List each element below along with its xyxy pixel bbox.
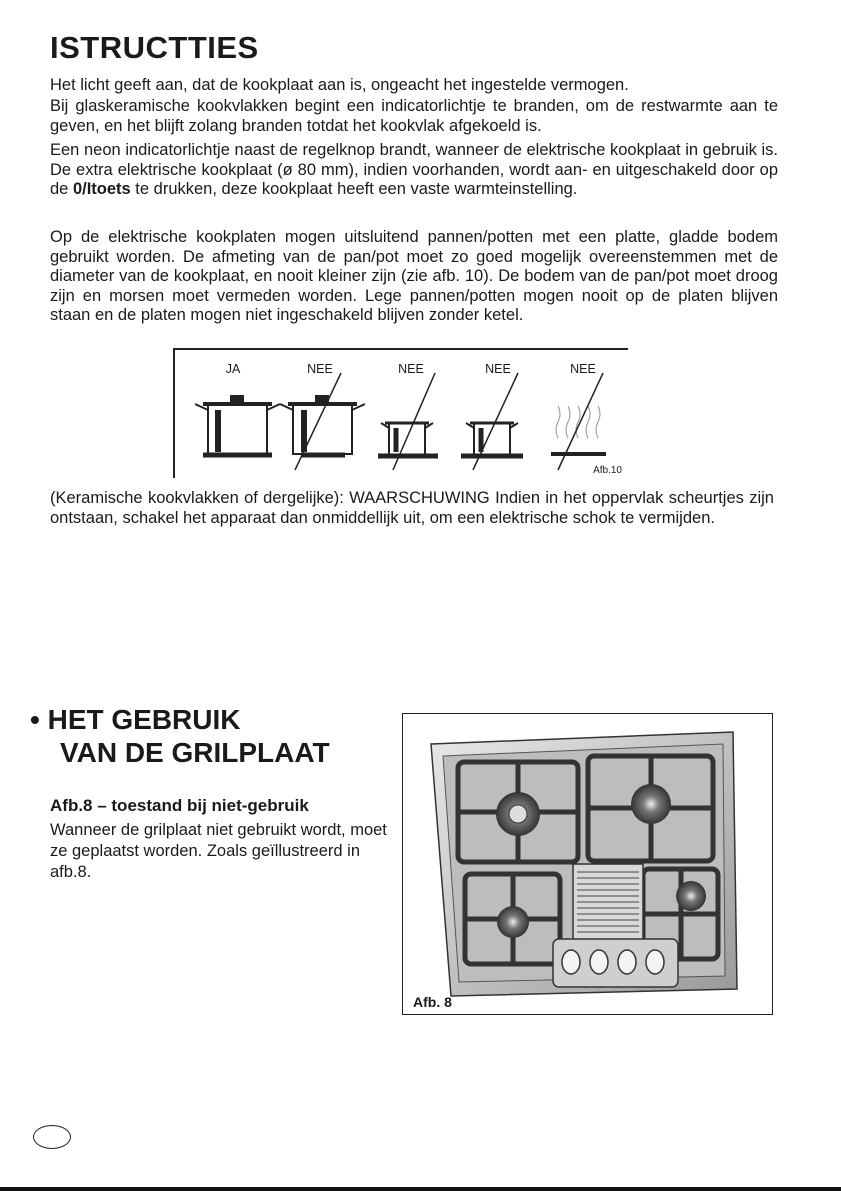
paragraph-neon-key: 0/Itoets [72, 180, 131, 199]
body-text: Wanneer de grilplaat niet gebruikt wordt, moet ze geplaatst worden. Zoals geïllustreerd in afb.8. [50, 821, 387, 881]
paragraph-residual-heat: Bij glaskeramische kookvlakken begint een indicatorlichtje te branden, om de restwarmte aan te geven, en het blijft zolang branden totdat het kookvlak afgekoeld is. [50, 97, 778, 135]
pot-too-small-icon [280, 373, 365, 470]
paragraph-pans: Op de elektrische kookplaten mogen uitsluitend pannen/potten met een platte, gladde bodem gebruikt worden. De afmeting van de pan/pot moet zo goed mogelijk overeenstemmen met de diameter van de kookplaat, en nooit kleiner zijn (zie afb. 10). De bodem van de pan/pot moet droog zijn en morsen moet vermeden worden. Lege pannen/potten mogen nooit op de platen blijven staan en de platen mogen niet ingeschakeld blijven zonder ketel. [50, 228, 778, 325]
pot-uneven-icon [461, 373, 523, 470]
subheading: Afb.8 – toestand bij niet-gebruik [50, 796, 309, 815]
pot-figure [173, 348, 628, 478]
figure-10-caption: Afb.10 [593, 465, 622, 476]
empty-plate-heat-icon [551, 373, 606, 470]
pot-label-nee-3: NEE [485, 362, 511, 376]
language-badge [33, 1125, 71, 1149]
cooktop-illustration [403, 714, 771, 1013]
pot-illustrations [173, 348, 628, 478]
page-title: ISTRUCTTIES [50, 30, 259, 65]
pot-label-nee-4: NEE [570, 362, 596, 376]
section-bullet: • [30, 704, 40, 735]
pot-correct-icon [195, 396, 280, 455]
pot-label-nee-2: NEE [398, 362, 424, 376]
section-heading-line2: VAN DE GRILPLAAT [60, 737, 330, 768]
pot-label-nee-1: NEE [307, 362, 333, 376]
paragraph-neon-text-a: Een neon indicatorlichtje naast de regelknop brandt, wanneer de elektrische kookplaat in gebruik is. De extra elektrische kookplaat (ø 80 mm), indien voorhanden, wordt aan- en uitgeschakeld door op de [50, 141, 778, 199]
cooktop-figure [402, 713, 773, 1015]
paragraph-light-indicator: Het licht geeft aan, dat de kookplaat aan is, ongeacht het ingestelde vermogen. [50, 76, 629, 94]
figure-8-caption: Afb. 8 [413, 994, 452, 1010]
paragraph-neon-indicator [50, 141, 778, 200]
pot-label-ja: JA [225, 362, 241, 376]
pot-small-icon [378, 373, 438, 470]
paragraph-warning: (Keramische kookvlakken of dergelijke): WAARSCHUWING Indien in het oppervlak scheurtjes zijn ontstaan, schakel het apparaat dan onmiddellijk uit, om een elektrische schok te vermijden. [50, 489, 774, 527]
bottom-bar [0, 1187, 841, 1191]
section-heading [30, 703, 330, 769]
section-heading-line1: HET GEBRUIK [47, 704, 241, 735]
paragraph-neon-text-b: te drukken, deze kookplaat heeft een vaste warmteinstelling. [130, 180, 578, 199]
